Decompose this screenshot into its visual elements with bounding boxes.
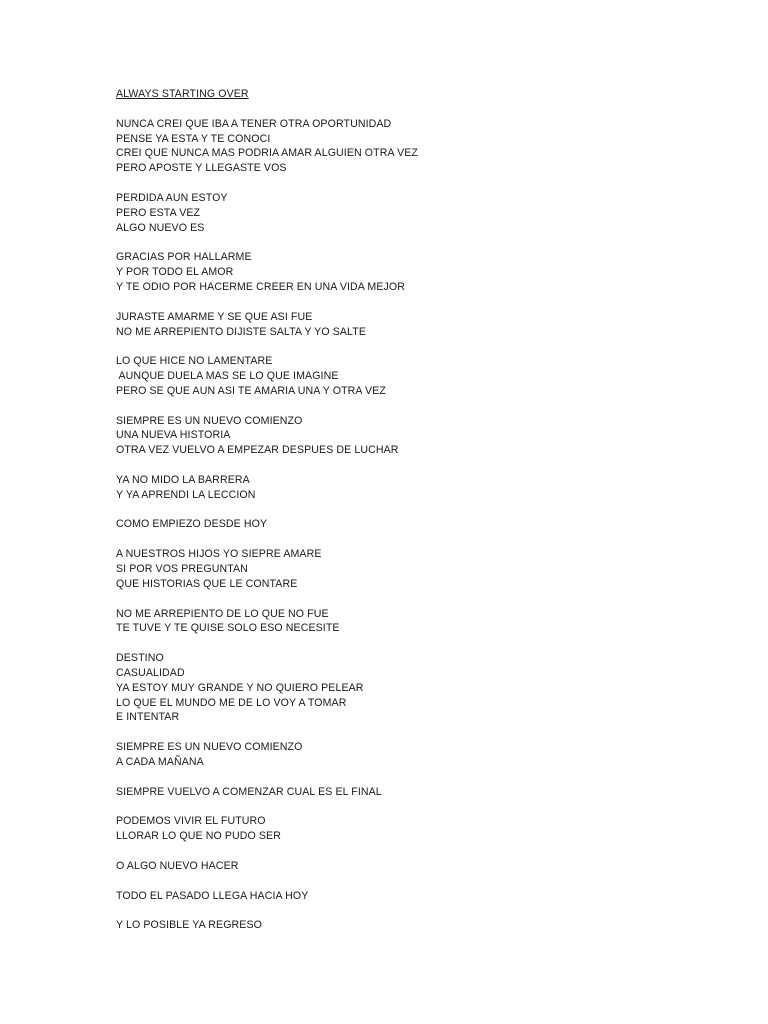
lyric-line: TODO EL PASADO LLEGA HACIA HOY	[116, 889, 309, 902]
stanza	[116, 651, 736, 725]
lyric-line: CASUALIDAD	[116, 666, 185, 679]
stanza	[116, 191, 736, 236]
lyric-line: PENSE YA ESTA Y TE CONOCI	[116, 132, 271, 145]
stanza	[116, 918, 736, 933]
lyric-line: CREI QUE NUNCA MAS PODRIA AMAR ALGUIEN OTRA VEZ	[116, 147, 418, 160]
lyric-line: LO QUE EL MUNDO ME DE LO VOY A TOMAR	[116, 696, 347, 709]
stanza	[116, 814, 736, 844]
lyric-line: A NUESTROS HIJOS YO SIEPRE AMARE	[116, 548, 322, 561]
lyrics-body	[116, 87, 736, 933]
stanza	[116, 473, 736, 503]
stanza	[116, 785, 736, 800]
lyric-line: Y POR TODO EL AMOR	[116, 266, 234, 279]
lyric-line: AUNQUE DUELA MAS SE LO QUE IMAGINE	[116, 370, 339, 383]
lyric-line: PERO APOSTE Y LLEGASTE VOS	[116, 162, 287, 175]
lyric-line: PERDIDA AUN ESTOY	[116, 191, 228, 204]
stanza	[116, 740, 736, 770]
lyric-line: QUE HISTORIAS QUE LE CONTARE	[116, 577, 298, 590]
lyric-line: YA NO MIDO LA BARRERA	[116, 473, 250, 486]
lyric-line: DESTINO	[116, 652, 164, 665]
stanza	[116, 859, 736, 874]
lyric-line: YA ESTOY MUY GRANDE Y NO QUIERO PELEAR	[116, 681, 364, 694]
stanza	[116, 250, 736, 295]
stanza-list	[116, 117, 736, 933]
lyric-line: Y TE ODIO POR HACERME CREER EN UNA VIDA MEJOR	[116, 280, 406, 293]
lyric-line: NUNCA CREI QUE IBA A TENER OTRA OPORTUNIDAD	[116, 117, 392, 130]
lyric-line: GRACIAS POR HALLARME	[116, 251, 252, 264]
lyric-line: LO QUE HICE NO LAMENTARE	[116, 355, 273, 368]
lyric-line: NO ME ARREPIENTO DIJISTE SALTA Y YO SALTE	[116, 325, 366, 338]
lyric-line: Y LO POSIBLE YA REGRESO	[116, 919, 262, 932]
lyric-line: PERO ESTA VEZ	[116, 206, 201, 219]
lyric-line: PODEMOS VIVIR EL FUTURO	[116, 815, 266, 828]
lyric-line: LLORAR LO QUE NO PUDO SER	[116, 830, 281, 843]
lyric-line: ALGO NUEVO ES	[116, 221, 205, 234]
stanza	[116, 414, 736, 459]
lyric-line: JURASTE AMARME Y SE QUE ASI FUE	[116, 310, 313, 323]
lyric-line: SIEMPRE ES UN NUEVO COMIENZO	[116, 414, 303, 427]
lyric-line: PERO SE QUE AUN ASI TE AMARIA UNA Y OTRA VEZ	[116, 384, 386, 397]
stanza	[116, 607, 736, 637]
stanza	[116, 310, 736, 340]
stanza	[116, 889, 736, 904]
lyric-line: TE TUVE Y TE QUISE SOLO ESO NECESITE	[116, 622, 340, 635]
lyric-line: NO ME ARREPIENTO DE LO QUE NO FUE	[116, 607, 329, 620]
lyric-line: UNA NUEVA HISTORIA	[116, 429, 231, 442]
lyric-line: OTRA VEZ VUELVO A EMPEZAR DESPUES DE LUCHAR	[116, 444, 399, 457]
stanza	[116, 354, 736, 399]
document-title: ALWAYS STARTING OVER	[116, 88, 249, 100]
lyric-line: O ALGO NUEVO HACER	[116, 859, 239, 872]
lyric-line: SIEMPRE ES UN NUEVO COMIENZO	[116, 741, 303, 754]
lyric-line: E INTENTAR	[116, 711, 180, 724]
lyric-line: SIEMPRE VUELVO A COMENZAR CUAL ES EL FINAL	[116, 785, 382, 798]
lyric-line: COMO EMPIEZO DESDE HOY	[116, 518, 268, 531]
stanza	[116, 547, 736, 592]
stanza	[116, 517, 736, 532]
lyric-line: Y YA APRENDI LA LECCION	[116, 488, 256, 501]
lyric-line: SI POR VOS PREGUNTAN	[116, 563, 248, 575]
lyric-line: A CADA MAÑANA	[116, 755, 204, 768]
stanza	[116, 117, 736, 176]
